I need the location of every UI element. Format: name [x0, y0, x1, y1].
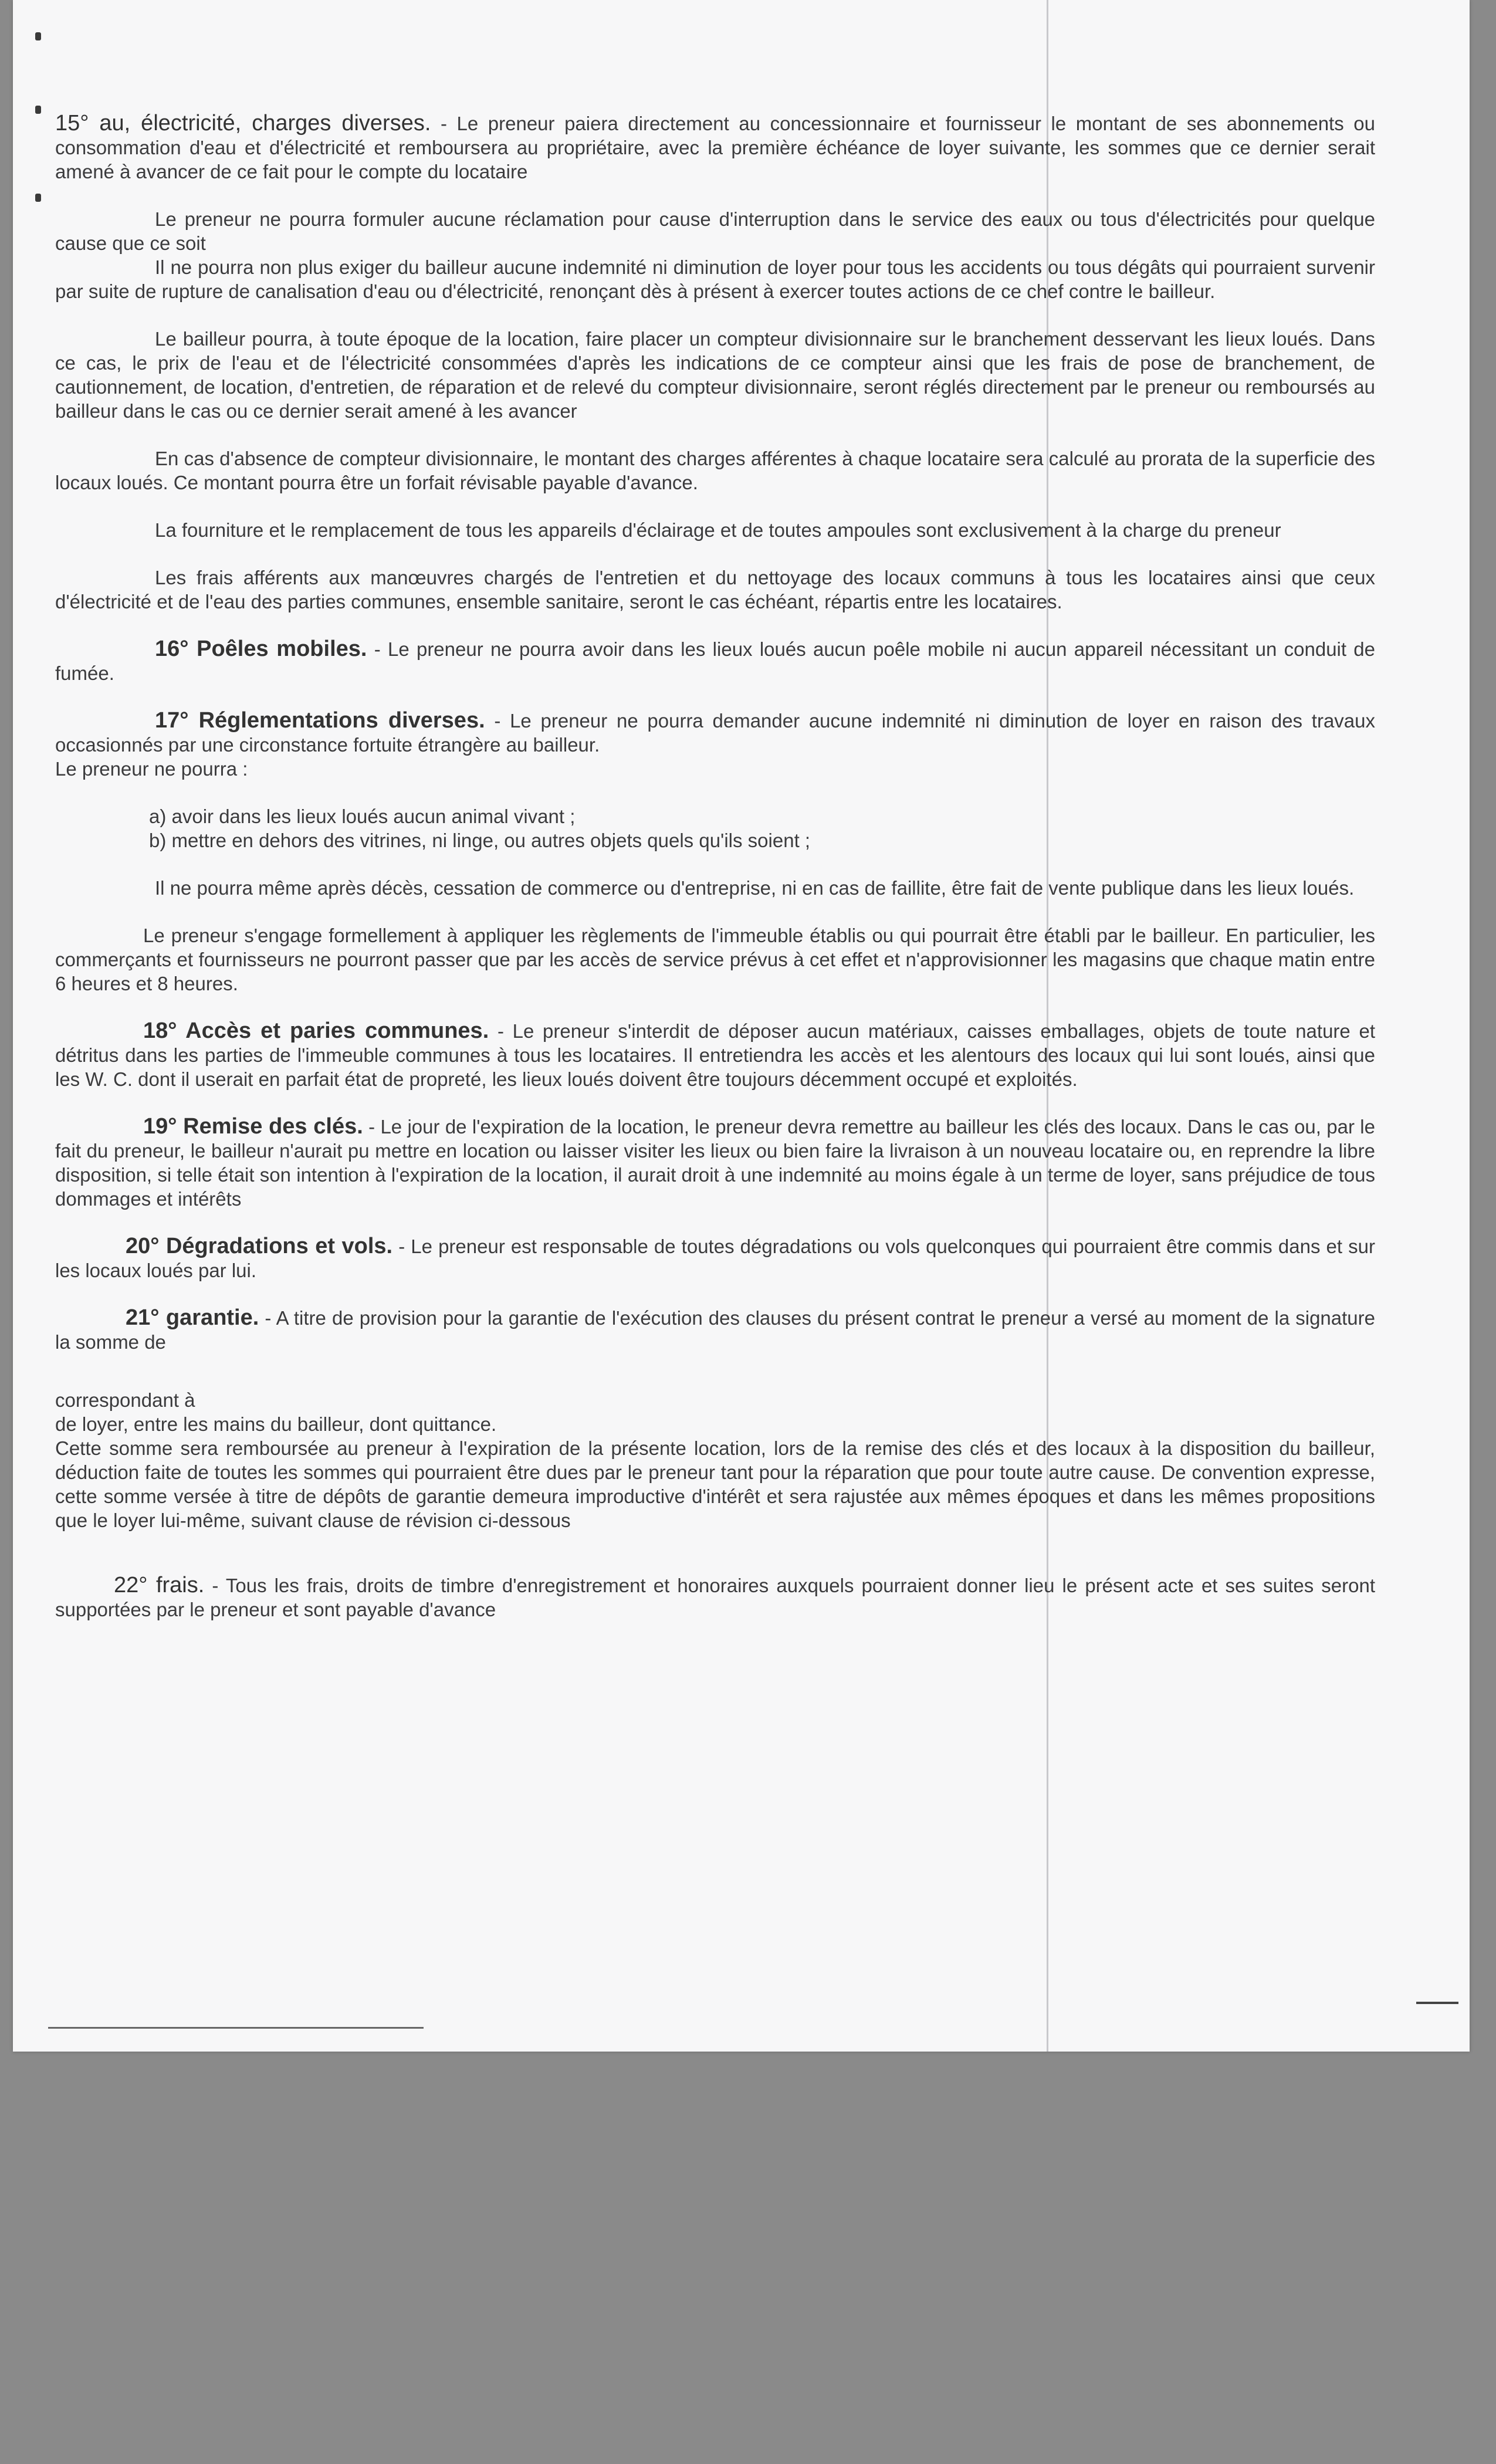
paragraph: En cas d'absence de compteur divisionnaire, le montant des charges afférentes à chaque locataire sera calculé au prorata de la superficie des locaux loués. Ce montant pourra être un forfait révisable payable d'avance. [55, 448, 1375, 493]
paragraph: Les frais afférents aux manœuvres chargés de l'entretien et du nettoyage des locaux communs à tous les locataires ainsi que ceux d'électricité et de l'eau des parties communes, ensemble sanitaire, seront le cas échéant, répartis entre les locataires. [55, 567, 1375, 612]
section-20-title: 20° Dégradations et vols. [126, 1234, 393, 1258]
punch-mark [35, 32, 41, 40]
scanned-page [13, 0, 1470, 2052]
section-16-title: 16° Poêles mobiles. [155, 637, 367, 661]
section-15-text: - Le preneur paiera directement au concessionnaire et fournisseur le montant de ses abonnements ou consommation d'eau et d'électricité et remboursera au propriétaire, avec la première échéance de loyer suivante, les sommes que ce dernier serait amené à avancer de ce fait pour le compte du locataire [55, 113, 1375, 182]
document-body [55, 111, 1375, 1622]
section-22-title: 22° frais. [114, 1573, 205, 1597]
section-17-title: 17° Réglementations diverses. [155, 708, 485, 733]
punch-mark [35, 194, 41, 202]
section-21-text: - A titre de provision pour la garantie de l'exécution des clauses du présent contrat le preneur a versé au moment de la signature la somme de [55, 1307, 1376, 1353]
section-18 [55, 1019, 1375, 1091]
paragraph: La fourniture et le remplacement de tous les appareils d'éclairage et de toutes ampoules sont exclusivement à la charge du preneur [155, 519, 1281, 541]
paragraph: Le preneur ne pourra : [55, 758, 248, 780]
section-20-text: - Le preneur est responsable de toutes dégradations ou vols quelconques qui pourraient être commis dans et sur les locaux loués par lui. [55, 1236, 1375, 1281]
section-15 [55, 111, 1375, 184]
section-18-title: 18° Accès et paries communes. [143, 1018, 489, 1043]
margin-stroke [1416, 2002, 1458, 2004]
section-19-title: 19° Remise des clés. [143, 1114, 363, 1139]
section-15-title: 15° au, électricité, charges diverses. [55, 111, 431, 136]
section-17 [55, 709, 1375, 757]
section-21 [55, 1306, 1375, 1354]
section-19 [55, 1115, 1375, 1211]
section-18-text: - Le preneur s'interdit de déposer aucun matériaux, caisses emballages, objets de toute nature et détritus dans les parties de l'immeuble communes à tous les locataires. Il entretiendra les accès et les alentours des locaux qui lui sont loués, ainsi que les W. C. dont il userait en parfait état de propreté, les lieux loués doivent être toujours décemment occupé et exploités. [55, 1020, 1375, 1090]
paragraph: Le preneur ne pourra formuler aucune réclamation pour cause d'interruption dans le service des eaux ou tous d'électricités pour quelque cause que ce soit [55, 208, 1375, 254]
section-16-text: - Le preneur ne pourra avoir dans les lieux loués aucun poêle mobile ni aucun appareil nécessitant un conduit de fumée. [55, 638, 1376, 684]
paragraph: de loyer, entre les mains du bailleur, dont quittance. [55, 1413, 497, 1435]
bottom-rule [48, 2027, 424, 2029]
paragraph: Le bailleur pourra, à toute époque de la location, faire placer un compteur divisionnaire sur le branchement desservant les lieux loués. Dans ce cas, le prix de l'eau et de l'électricité consommées d'après les indications de ce compteur ainsi que les frais de pose de branchement, de cautionnement, de location, d'entretien, de réparation et de relevé du compteur divisionnaire, seront réglés directement par le preneur ou remboursés au bailleur dans le cas ou ce dernier serait amené à les avancer [55, 328, 1375, 422]
paragraph: Cette somme sera remboursée au preneur à l'expiration de la présente location, lors de la remise des clés et des locaux à la disposition du bailleur, déduction faite de toutes les sommes qui pourraient être dues par le preneur tant pour la réparation que pour toute autre cause. De convention expresse, cette somme versée à titre de dépôts de garantie demeura improductive d'intérêt et sera rajustée aux mêmes époques et dans les mêmes propositions que le loyer lui-même, suivant clause de révision ci-dessous [55, 1437, 1375, 1531]
section-20 [55, 1234, 1375, 1282]
list-item: b) mettre en dehors des vitrines, ni linge, ou autres objets quels qu'ils soient ; [149, 830, 811, 851]
section-16 [55, 637, 1375, 685]
paragraph: Le preneur s'engage formellement à appliquer les règlements de l'immeuble établis ou qui pourrait être établi par le bailleur. En particulier, les commerçants et fournisseurs ne pourront passer que par les accès de service prévus à cet effet et n'approvisionner les magasins que chaque matin entre 6 heures et 8 heures. [55, 925, 1375, 994]
section-21-title: 21° garantie. [126, 1305, 259, 1330]
paragraph: correspondant à [55, 1389, 195, 1411]
section-22 [55, 1573, 1375, 1622]
paragraph: Il ne pourra non plus exiger du bailleur aucune indemnité ni diminution de loyer pour tous les accidents ou tous dégâts qui pourraient survenir par suite de rupture de canalisation d'eau ou d'électricité, renonçant dès à présent à exercer toutes actions de ce chef contre le bailleur. [55, 256, 1375, 302]
section-19-text: - Le jour de l'expiration de la location, le preneur devra remettre au bailleur les clés des locaux. Dans le cas ou, par le fait du preneur, le bailleur n'aurait pu mettre en location ou laisser visiter les lieux ou bien faire la livraison à un nouveau locataire ou, en reprendre la libre disposition, si telle était son intention à l'expiration de la location, il aurait droit à une indemnité au moins égale à un terme de loyer, sans préjudice de tous dommages et intérêts [55, 1116, 1375, 1210]
section-17-text: - Le preneur ne pourra demander aucune indemnité ni diminution de loyer en raison des travaux occasionnés par une circonstance fortuite étrangère au bailleur. [55, 710, 1375, 756]
punch-mark [35, 106, 41, 114]
section-22-text: - Tous les frais, droits de timbre d'enregistrement et honoraires auxquels pourraient donner lieu le présent acte et ses suites seront supportées par le preneur et sont payable d'avance [55, 1575, 1376, 1620]
paragraph: Il ne pourra même après décès, cessation de commerce ou d'entreprise, ni en cas de faillite, être fait de vente publique dans les lieux loués. [155, 877, 1355, 899]
list-item: a) avoir dans les lieux loués aucun animal vivant ; [149, 805, 576, 827]
